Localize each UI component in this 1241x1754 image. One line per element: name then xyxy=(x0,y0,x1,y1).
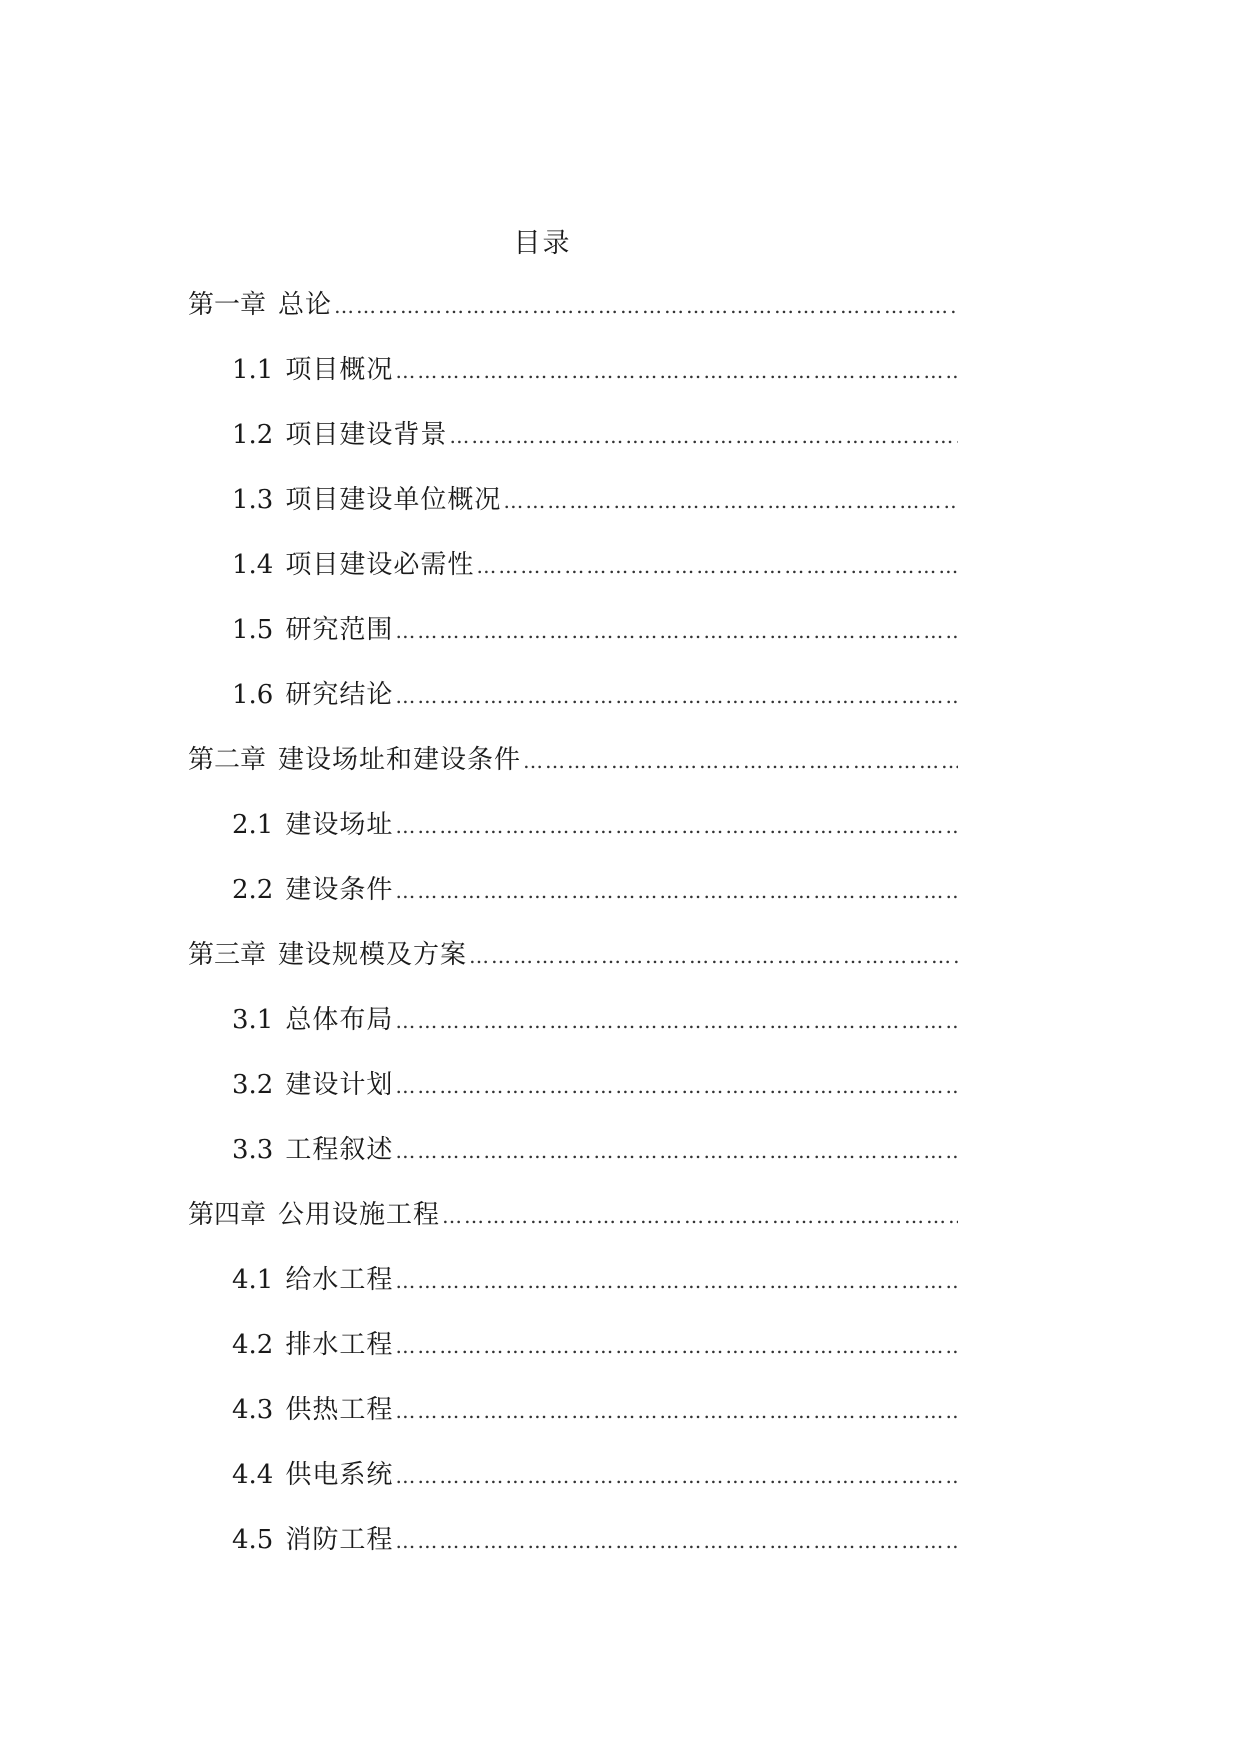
toc-entry-title: 项目建设单位概况 xyxy=(285,485,502,515)
toc-entry-line xyxy=(232,1132,958,1169)
toc-dot-leader xyxy=(393,808,958,844)
toc-section-entry[interactable] xyxy=(0,1392,1241,1457)
toc-entry-line xyxy=(188,937,958,974)
toc-entry-line xyxy=(232,547,958,584)
toc-title: 目录 xyxy=(513,228,572,259)
toc-entry-title: 项目建设背景 xyxy=(285,420,448,450)
toc-entry-title: 建设场址和建设条件 xyxy=(278,745,522,775)
toc-entry-line xyxy=(232,1262,958,1299)
toc-entry-line xyxy=(232,1522,958,1559)
toc-section-entry[interactable] xyxy=(0,1522,1241,1587)
toc-entry-line xyxy=(232,352,958,389)
toc-entry-line xyxy=(232,612,958,649)
toc-dot-leader xyxy=(332,288,958,324)
toc-chapter-entry[interactable] xyxy=(0,742,1241,807)
toc-section-entry[interactable] xyxy=(0,1132,1241,1197)
toc-entry-line xyxy=(188,287,958,324)
toc-dot-leader xyxy=(393,1068,958,1104)
toc-section-entry[interactable] xyxy=(0,1002,1241,1067)
toc-entry-number: 3.2 xyxy=(232,1070,274,1100)
toc-entry-number: 1.2 xyxy=(232,420,274,450)
toc-entry-number: 1.5 xyxy=(232,615,274,645)
toc-entry-title: 总体布局 xyxy=(285,1005,394,1035)
toc-entry-number: 2.2 xyxy=(232,875,274,905)
toc-entry-line xyxy=(232,872,958,909)
toc-section-entry[interactable] xyxy=(0,352,1241,417)
toc-entry-title: 研究范围 xyxy=(285,615,394,645)
toc-entry-number: 3.3 xyxy=(232,1135,274,1165)
toc-entry-title: 项目概况 xyxy=(285,355,394,385)
toc-entry-title: 研究结论 xyxy=(285,680,394,710)
toc-entry-line xyxy=(232,677,958,714)
toc-chapter-entry[interactable] xyxy=(0,1197,1241,1262)
toc-entry-number: 第三章 xyxy=(188,940,267,970)
toc-dot-leader xyxy=(393,678,958,714)
toc-section-entry[interactable] xyxy=(0,1327,1241,1392)
toc-entry-line xyxy=(232,1002,958,1039)
toc-entry-title: 公用设施工程 xyxy=(278,1200,441,1230)
toc-chapter-entry[interactable] xyxy=(0,287,1241,352)
toc-entry-line xyxy=(232,1457,958,1494)
toc-dot-leader xyxy=(393,1003,958,1039)
toc-entry-title: 总论 xyxy=(278,290,333,320)
toc-entry-number: 1.1 xyxy=(232,355,274,385)
toc-entry-title: 项目建设必需性 xyxy=(285,550,475,580)
toc-section-entry[interactable] xyxy=(0,872,1241,937)
toc-entry-title: 给水工程 xyxy=(285,1265,394,1295)
toc-section-entry[interactable] xyxy=(0,1067,1241,1132)
toc-dot-leader xyxy=(393,1523,958,1559)
toc-dot-leader xyxy=(393,1393,958,1429)
toc-entry-number: 4.3 xyxy=(232,1395,274,1425)
toc-entry-number: 4.5 xyxy=(232,1525,274,1555)
toc-section-entry[interactable] xyxy=(0,807,1241,872)
toc-entry-title: 排水工程 xyxy=(285,1330,394,1360)
toc-entry-title: 消防工程 xyxy=(285,1525,394,1555)
toc-entry-number: 1.4 xyxy=(232,550,274,580)
toc-entry-number: 1.3 xyxy=(232,485,274,515)
toc-dot-leader xyxy=(393,353,958,389)
toc-dot-leader xyxy=(393,613,958,649)
toc-section-entry[interactable] xyxy=(0,482,1241,547)
toc-section-entry[interactable] xyxy=(0,547,1241,612)
toc-entry-number: 3.1 xyxy=(232,1005,274,1035)
toc-dot-leader xyxy=(393,1263,958,1299)
toc-entry-line xyxy=(188,742,958,779)
toc-dot-leader xyxy=(447,418,958,454)
toc-entry-line xyxy=(232,417,958,454)
toc-entry-line xyxy=(188,1197,958,1234)
toc-entry-line xyxy=(232,1327,958,1364)
toc-entry-number: 第二章 xyxy=(188,745,267,775)
toc-section-entry[interactable] xyxy=(0,1457,1241,1522)
toc-dot-leader xyxy=(393,1133,958,1169)
toc-entry-title: 供电系统 xyxy=(285,1460,394,1490)
toc-entry-line xyxy=(232,1067,958,1104)
toc-entry-number: 4.2 xyxy=(232,1330,274,1360)
toc-entry-line xyxy=(232,807,958,844)
toc-dot-leader xyxy=(393,1458,958,1494)
toc-entry-title: 建设条件 xyxy=(285,875,394,905)
toc-list xyxy=(0,287,1241,1587)
toc-entry-number: 第一章 xyxy=(188,290,267,320)
toc-entry-number: 1.6 xyxy=(232,680,274,710)
toc-entry-title: 建设规模及方案 xyxy=(278,940,468,970)
toc-dot-leader xyxy=(501,483,958,519)
toc-dot-leader xyxy=(393,873,958,909)
toc-section-entry[interactable] xyxy=(0,1262,1241,1327)
toc-chapter-entry[interactable] xyxy=(0,937,1241,1002)
toc-dot-leader xyxy=(521,743,958,779)
toc-entry-line xyxy=(232,1392,958,1429)
toc-section-entry[interactable] xyxy=(0,417,1241,482)
toc-entry-title: 工程叙述 xyxy=(285,1135,394,1165)
toc-section-entry[interactable] xyxy=(0,612,1241,677)
toc-dot-leader xyxy=(440,1198,958,1234)
toc-section-entry[interactable] xyxy=(0,677,1241,742)
toc-entry-line xyxy=(232,482,958,519)
toc-entry-title: 供热工程 xyxy=(285,1395,394,1425)
toc-dot-leader xyxy=(393,1328,958,1364)
toc-dot-leader xyxy=(467,938,958,974)
toc-entry-number: 4.1 xyxy=(232,1265,274,1295)
toc-entry-number: 4.4 xyxy=(232,1460,274,1490)
toc-entry-title: 建设场址 xyxy=(285,810,394,840)
toc-entry-number: 第四章 xyxy=(188,1200,267,1230)
toc-dot-leader xyxy=(474,548,958,584)
toc-entry-title: 建设计划 xyxy=(285,1070,394,1100)
toc-entry-number: 2.1 xyxy=(232,810,274,840)
